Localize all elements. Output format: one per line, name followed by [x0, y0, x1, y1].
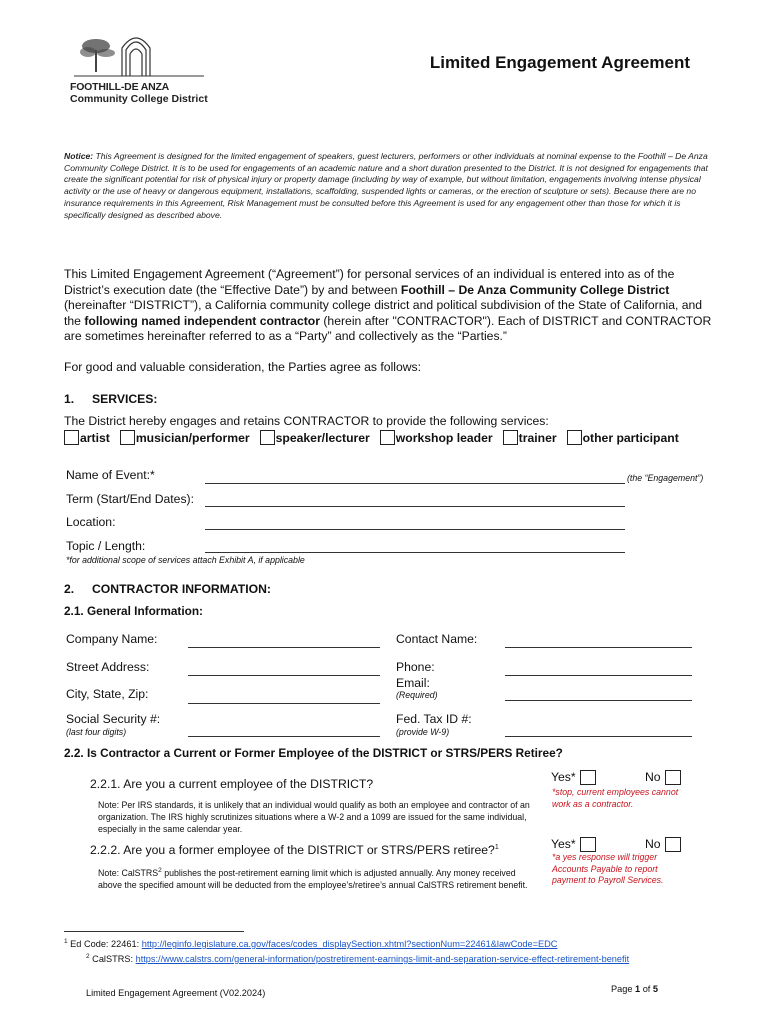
- q1-yes-option[interactable]: [551, 770, 596, 785]
- footnote-1-label: Ed Code: 22461:: [67, 939, 142, 950]
- ssn-input[interactable]: [188, 736, 380, 737]
- intro-paragraph: [64, 267, 714, 345]
- q1-no-checkbox[interactable]: [665, 770, 681, 785]
- checkbox-artist[interactable]: [64, 430, 79, 445]
- footer-version: Limited Engagement Agreement (V02.2024): [86, 988, 266, 998]
- page-number: [611, 984, 658, 994]
- section21-heading: 2.1. General Information:: [64, 604, 203, 618]
- question-former-employee: [90, 843, 499, 857]
- page-label: Page: [611, 984, 636, 994]
- q2-no-option[interactable]: [645, 837, 681, 852]
- location-input[interactable]: [205, 529, 625, 530]
- calstrs-link[interactable]: https://www.calstrs.com/general-information/postretirement-earnings-limit-and-separation-service-effect-retirement-benefit: [135, 954, 630, 965]
- question-current-employee: 2.2.1. Are you a current employee of the DISTRICT?: [90, 777, 374, 791]
- q2-yes-checkbox[interactable]: [580, 837, 596, 852]
- q1-yes-label: Yes*: [551, 770, 576, 784]
- street-input[interactable]: [188, 675, 380, 676]
- logo-text-line1: FOOTHILL-DE ANZA: [70, 81, 170, 93]
- topic-input[interactable]: [205, 552, 625, 553]
- ssn-note: (last four digits): [66, 727, 127, 737]
- notice-text: This Agreement is designed for the limited engagement of speakers, guest lecturers, performers or other individuals at nominal expense to the Foothill – De Anza Community College District. It is to be used for engagements of an academic nature and a short duration presented to the District. It is not designed for engagements that create the significant potential for risk of physical injury or property damage (including by way of example, but without limitation, engagements involving intense physical activity or the use of heavy or dangerous equipment, installations, scaffolding, suspended lights or cameras, or the erection of sculpture or sets). Because there are no insurance requirements in this Agreement, Risk Management must be consulted before this Agreement is used for any engagement other than those for which it is specifically designed as described above.: [64, 151, 708, 220]
- q2-no-checkbox[interactable]: [665, 837, 681, 852]
- option-label: workshop leader: [395, 430, 493, 445]
- option-label: musician/performer: [135, 430, 250, 445]
- calstrs-note-b: publishes the post-retirement earning limit which is adjusted annually. Any money received above the specified amount will be deducted from the employee’s/retiree’s annual CalSTRS retirement benefit.: [98, 867, 528, 890]
- q2-warning: *a yes response will trigger Accounts Payable to report payment to Payroll Services.: [552, 852, 664, 885]
- phone-input[interactable]: [505, 675, 692, 676]
- section22-heading: 2.2. Is Contractor a Current or Former Employee of the DISTRICT or STRS/PERS Retiree?: [64, 746, 563, 760]
- q2-yes-label: Yes*: [551, 837, 576, 851]
- intro-text-2: (hereinafter “DISTRICT”), a California community college district and political subdivision of the State of California, and the: [64, 298, 703, 328]
- q1-warning: *stop, current employees cannot work as a contractor.: [552, 787, 679, 809]
- district-name: Foothill – De Anza Community College District: [400, 282, 670, 297]
- topic-label: Topic / Length:: [66, 539, 146, 553]
- intro-text-1: This Limited Engagement Agreement (“Agreement”) for personal services of an individual is entered into as of the District’s execution date (the “Effective Date”) by and between: [64, 267, 675, 297]
- phone-label: Phone:: [396, 660, 435, 674]
- footnote-2: [86, 953, 629, 964]
- of-label: of: [640, 984, 653, 994]
- option-workshop[interactable]: [380, 430, 493, 445]
- company-input[interactable]: [188, 647, 380, 648]
- event-label: Name of Event:*: [66, 468, 155, 482]
- tax-id-label: Fed. Tax ID #:: [396, 712, 472, 726]
- contact-input[interactable]: [505, 647, 692, 648]
- city-input[interactable]: [188, 703, 380, 704]
- option-trainer[interactable]: [503, 430, 557, 445]
- checkbox-workshop[interactable]: [380, 430, 395, 445]
- option-artist[interactable]: [64, 430, 110, 445]
- notice-label: Notice:: [64, 151, 94, 161]
- event-input[interactable]: [205, 483, 625, 484]
- calstrs-note-a: Note: CalSTRS: [98, 867, 159, 878]
- notice-paragraph: [64, 151, 714, 221]
- email-input[interactable]: [505, 700, 692, 701]
- option-speaker[interactable]: [260, 430, 370, 445]
- footnote-1-number: 1: [64, 938, 68, 945]
- q2-footnote-ref: 1: [494, 843, 499, 851]
- location-label: Location:: [66, 515, 116, 529]
- checkbox-trainer[interactable]: [503, 430, 518, 445]
- option-label: speaker/lecturer: [275, 430, 370, 445]
- term-label: Term (Start/End Dates):: [66, 492, 195, 506]
- section1-number: 1.: [64, 392, 75, 406]
- section2-number: 2.: [64, 582, 75, 596]
- street-label: Street Address:: [66, 660, 150, 674]
- calstrs-note: [98, 865, 538, 891]
- q1-yes-checkbox[interactable]: [580, 770, 596, 785]
- service-type-options: [64, 430, 679, 445]
- tax-id-input[interactable]: [505, 736, 692, 737]
- services-footnote: *for additional scope of services attach Exhibit A, if applicable: [66, 555, 305, 565]
- option-label: artist: [80, 430, 110, 445]
- page-total: 5: [652, 984, 659, 994]
- section2-heading: CONTRACTOR INFORMATION:: [92, 582, 271, 596]
- logo-text-line2: Community College District: [70, 93, 208, 105]
- event-note: (the “Engagement”): [627, 473, 704, 483]
- option-label: other participant: [582, 430, 679, 445]
- checkbox-other[interactable]: [567, 430, 582, 445]
- q1-no-label: No: [645, 770, 661, 784]
- intro-text-3: (herein after "CONTRACTOR"). Each of DISTRICT and CONTRACTOR are sometimes hereinafter referred to as a “Party” and collectively as the “Parties.”: [64, 313, 712, 343]
- tax-id-note: (provide W-9): [396, 727, 450, 737]
- section1-heading: SERVICES:: [92, 392, 158, 406]
- q2-yes-option[interactable]: [551, 837, 596, 852]
- q2-no-label: No: [645, 837, 661, 851]
- edcode-link[interactable]: http://leginfo.legislature.ca.gov/faces/codes_displaySection.xhtml?sectionNum=22461&lawCode=EDC: [141, 939, 558, 950]
- footnote-2-label: CalSTRS:: [89, 954, 136, 965]
- q1-no-option[interactable]: [645, 770, 681, 785]
- email-label: Email:: [396, 676, 430, 690]
- option-other[interactable]: [567, 430, 679, 445]
- page-current: 1: [635, 984, 641, 994]
- option-musician[interactable]: [120, 430, 250, 445]
- footnote-1: [64, 938, 557, 949]
- contact-label: Contact Name:: [396, 632, 478, 646]
- q2-text: 2.2.2. Are you a former employee of the DISTRICT or STRS/PERS retiree?: [90, 843, 495, 857]
- footnote-2-number: 2: [86, 953, 90, 960]
- checkbox-musician[interactable]: [120, 430, 135, 445]
- city-label: City, State, Zip:: [66, 687, 149, 701]
- services-intro: The District hereby engages and retains CONTRACTOR to provide the following services:: [64, 414, 549, 428]
- calstrs-footnote-ref: 2: [158, 867, 162, 874]
- checkbox-speaker[interactable]: [260, 430, 275, 445]
- ssn-label: Social Security #:: [66, 712, 161, 726]
- company-label: Company Name:: [66, 632, 158, 646]
- current-employee-note: Note: Per IRS standards, it is unlikely that an individual would qualify as both an employee and contractor of an organization. The IRS highly scrutinizes situations where a W-2 and a 1099 are issued for the same individual, especially in the same calendar year.: [98, 800, 530, 834]
- contractor-phrase: following named independent contractor: [84, 313, 320, 328]
- email-required-note: (Required): [396, 690, 438, 700]
- document-title: Limited Engagement Agreement: [429, 53, 690, 72]
- option-label: trainer: [518, 430, 557, 445]
- term-input[interactable]: [205, 506, 625, 507]
- footnote-divider: [64, 931, 244, 932]
- consideration-text: For good and valuable consideration, the Parties agree as follows:: [64, 360, 422, 374]
